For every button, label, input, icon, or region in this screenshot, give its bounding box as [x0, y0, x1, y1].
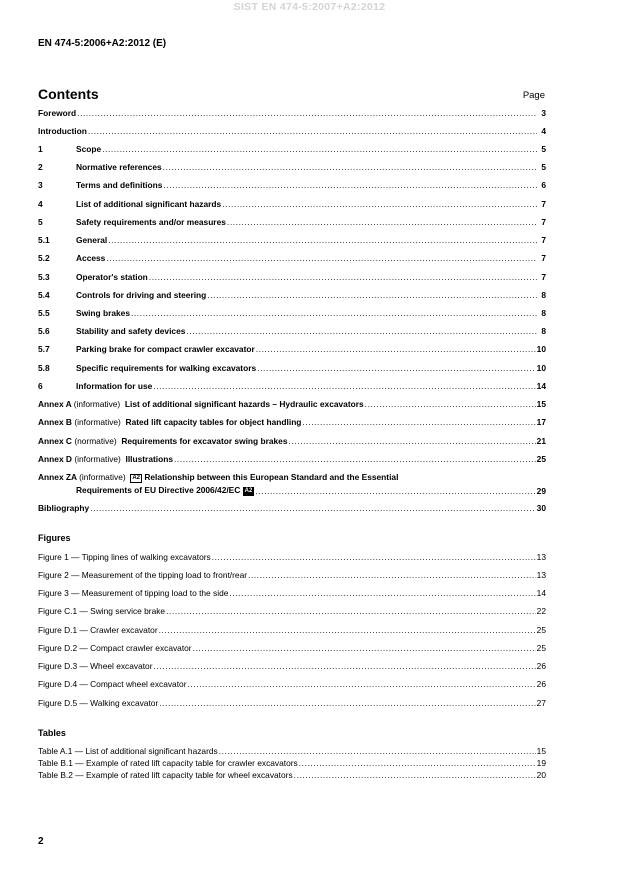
toc-entry[interactable] — [38, 160, 546, 172]
annex-label: Annex A — [38, 399, 72, 409]
toc-title: Foreword — [38, 108, 77, 118]
toc-page: 17 — [536, 417, 546, 427]
toc-entry[interactable] — [38, 288, 546, 300]
toc-page: 5 — [541, 144, 546, 154]
figure-title: Figure D.2 — Compact crawler excavator — [38, 643, 192, 653]
toc-page: 7 — [541, 253, 546, 263]
toc-page: 7 — [541, 217, 546, 227]
toc-page: 5 — [541, 162, 546, 172]
figure-entry[interactable] — [38, 568, 546, 580]
figure-page: 25 — [536, 625, 546, 635]
toc-page: 8 — [541, 290, 546, 300]
toc-entry[interactable] — [38, 197, 546, 209]
toc-page: 8 — [541, 326, 546, 336]
toc-title: Bibliography — [38, 503, 90, 513]
toc-page: 21 — [536, 436, 546, 446]
toc-entry[interactable] — [38, 324, 546, 336]
annex-kind: (informative) — [73, 399, 121, 409]
toc-page: 30 — [536, 503, 546, 513]
toc-page: 7 — [541, 235, 546, 245]
annex-title: List of additional significant hazards – Hydraulic excavators — [124, 399, 364, 409]
annex-kind: (informative) — [74, 454, 121, 464]
table-title: Table B.2 — Example of rated lift capacity table for wheel excavators — [38, 770, 293, 780]
toc-annex-entry[interactable] — [38, 397, 546, 409]
amendment-end-marker-icon: A2 — [244, 488, 253, 494]
toc-page: 8 — [541, 308, 546, 318]
toc-page: 10 — [536, 344, 546, 354]
toc-number: 5 — [38, 217, 43, 227]
table-page: 15 — [536, 746, 546, 756]
figure-page: 26 — [536, 661, 546, 671]
table-entry[interactable] — [38, 744, 546, 756]
table-page: 20 — [536, 770, 546, 780]
figure-title: Figure 2 — Measurement of the tipping load to front/rear — [38, 570, 248, 580]
toc-page: 10 — [536, 363, 546, 373]
toc-page: 29 — [536, 486, 546, 496]
annex-title-line1: Relationship between this European Standard and the Essential — [144, 472, 399, 482]
toc-number: 4 — [38, 199, 43, 209]
figure-entry[interactable] — [38, 604, 546, 616]
annex-title-line2: Requirements of EU Directive 2006/42/EC — [76, 485, 241, 495]
figure-entry[interactable] — [38, 623, 546, 635]
toc-title: Operator's station — [76, 272, 148, 282]
toc-number: 5.6 — [38, 326, 50, 336]
table-title: Table B.1 — Example of rated lift capacity table for crawler excavators — [38, 758, 298, 768]
annex-label: Annex ZA — [38, 472, 77, 482]
figure-page: 13 — [536, 570, 546, 580]
figure-title: Figure D.5 — Walking excavator — [38, 698, 159, 708]
toc-number: 5.3 — [38, 272, 50, 282]
toc-entry[interactable] — [38, 142, 546, 154]
toc-entry[interactable] — [38, 215, 546, 227]
figure-page: 27 — [536, 698, 546, 708]
toc-title: Parking brake for compact crawler excavator — [76, 344, 255, 354]
toc-title: Stability and safety devices — [76, 326, 186, 336]
toc-entry[interactable] — [38, 124, 546, 136]
annex-label: Annex B — [38, 417, 72, 427]
toc-page: 6 — [541, 180, 546, 190]
toc-page: 14 — [536, 381, 546, 391]
toc-annex-entry[interactable] — [38, 434, 546, 446]
figure-entry[interactable] — [38, 677, 546, 689]
toc-title: Scope — [76, 144, 102, 154]
tables-heading: Tables — [38, 728, 66, 738]
figure-title: Figure D.1 — Crawler excavator — [38, 625, 158, 635]
toc-annex-za-continuation[interactable] — [38, 484, 546, 496]
table-entry[interactable] — [38, 768, 546, 780]
figure-title: Figure 3 — Measurement of tipping load to the side — [38, 588, 229, 598]
page-column-label: Page — [522, 90, 545, 101]
toc-number: 5.7 — [38, 344, 50, 354]
toc-title: Normative references — [76, 162, 162, 172]
annex-kind: (normative) — [74, 436, 117, 446]
figure-title: Figure D.3 — Wheel excavator — [38, 661, 153, 671]
annex-kind: (informative) — [74, 417, 121, 427]
figures-heading: Figures — [38, 533, 71, 543]
toc-title: Swing brakes — [76, 308, 130, 318]
toc-entry[interactable] — [38, 379, 546, 391]
amendment-start-marker-icon: A2 — [132, 475, 140, 481]
figure-title: Figure C.1 — Swing service brake — [38, 606, 166, 616]
figure-entry[interactable] — [38, 696, 546, 708]
toc-page: 3 — [541, 108, 546, 118]
page-number: 2 — [38, 836, 44, 847]
annex-label: Annex D — [38, 454, 72, 464]
figure-page: 26 — [536, 679, 546, 689]
toc-number: 3 — [38, 180, 43, 190]
toc-number: 5.1 — [38, 235, 50, 245]
figure-page: 13 — [536, 552, 546, 562]
toc-title: Introduction — [38, 126, 87, 136]
toc-number: 1 — [38, 144, 43, 154]
annex-title: Illustrations — [125, 454, 173, 464]
toc-title: Information for use — [76, 381, 153, 391]
toc-entry[interactable] — [38, 361, 546, 373]
toc-title: List of additional significant hazards — [76, 199, 222, 209]
toc-title: Terms and definitions — [76, 180, 163, 190]
figure-entry[interactable] — [38, 550, 546, 562]
figure-title: Figure D.4 — Compact wheel excavator — [38, 679, 187, 689]
toc-title: General — [76, 235, 108, 245]
table-page: 19 — [536, 758, 546, 768]
annex-label: Annex C — [38, 436, 72, 446]
toc-page: 7 — [541, 199, 546, 209]
toc-annex-za-entry[interactable] — [38, 472, 398, 483]
annex-title: Requirements for excavator swing brakes — [121, 436, 288, 446]
toc-title: Specific requirements for walking excavators — [76, 363, 257, 373]
figure-page: 25 — [536, 643, 546, 653]
annex-kind: (informative) — [79, 472, 126, 482]
toc-entry[interactable] — [38, 251, 546, 263]
toc-entry[interactable] — [38, 233, 546, 245]
document-id: EN 474-5:2006+A2:2012 (E) — [38, 38, 167, 49]
watermark: SIST EN 474-5:2007+A2:2012 — [233, 1, 386, 13]
toc-page: 15 — [536, 399, 546, 409]
toc-number: 5.2 — [38, 253, 50, 263]
table-title: Table A.1 — List of additional significant hazards — [38, 746, 218, 756]
toc-entry[interactable] — [38, 306, 546, 318]
toc-entry[interactable] — [38, 342, 546, 354]
toc-page: 7 — [541, 272, 546, 282]
toc-annex-entry[interactable] — [38, 415, 546, 427]
figure-page: 22 — [536, 606, 546, 616]
toc-page: 25 — [536, 454, 546, 464]
toc-entry[interactable] — [38, 178, 546, 190]
figure-title: Figure 1 — Tipping lines of walking excavators — [38, 552, 211, 562]
toc-entry[interactable] — [38, 270, 546, 282]
toc-number: 5.8 — [38, 363, 50, 373]
toc-annex-entry[interactable] — [38, 452, 546, 464]
toc-page: 4 — [541, 126, 546, 136]
toc-number: 5.5 — [38, 308, 50, 318]
figure-page: 14 — [536, 588, 546, 598]
contents-heading: Contents — [38, 86, 99, 102]
toc-title: Access — [76, 253, 106, 263]
toc-number: 6 — [38, 381, 43, 391]
toc-title: Safety requirements and/or measures — [76, 217, 226, 227]
toc-title: Controls for driving and steering — [76, 290, 207, 300]
toc-entry[interactable] — [38, 501, 546, 513]
toc-entry[interactable] — [38, 106, 546, 118]
figure-entry[interactable] — [38, 659, 546, 671]
toc-number: 5.4 — [38, 290, 50, 300]
figure-entry[interactable] — [38, 641, 546, 653]
annex-title: Rated lift capacity tables for object handling — [125, 417, 302, 427]
table-entry[interactable] — [38, 756, 546, 768]
figure-entry[interactable] — [38, 586, 546, 598]
toc-number: 2 — [38, 162, 43, 172]
